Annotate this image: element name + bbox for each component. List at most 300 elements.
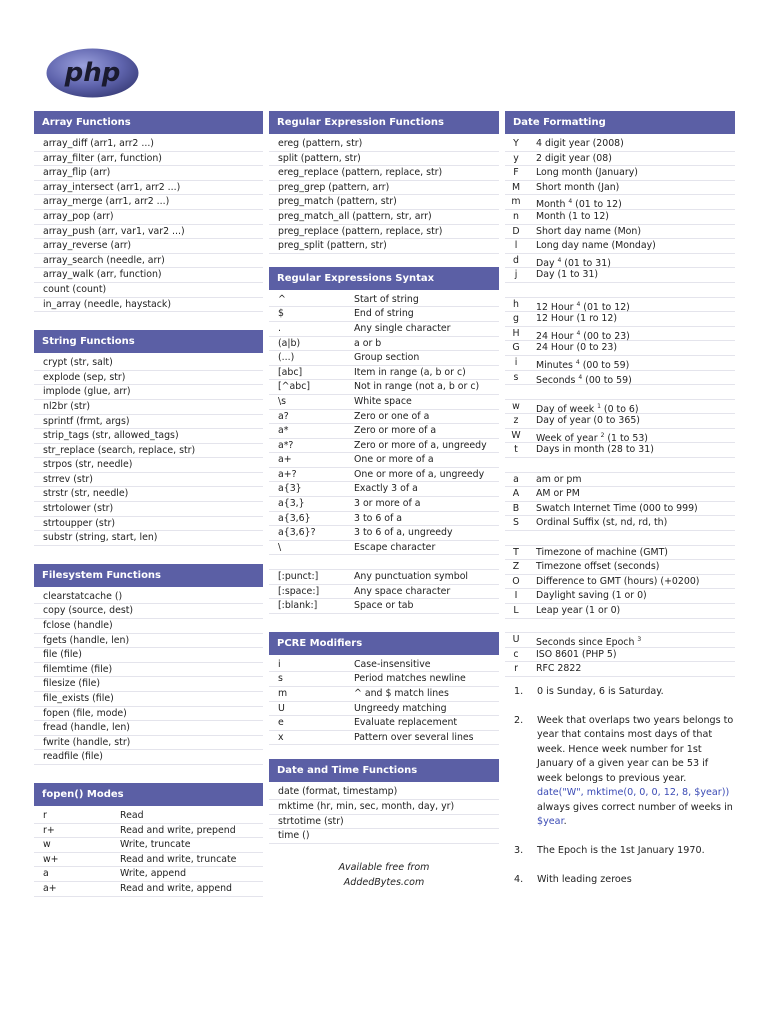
section-title: Date and Time Functions — [269, 759, 499, 782]
format-char: L — [513, 605, 519, 616]
list-item: file_exists (file) — [34, 692, 263, 707]
table-row — [505, 371, 735, 386]
format-description — [527, 225, 641, 239]
description-text: Short day name (Mon) — [536, 225, 642, 237]
description-text: 4 digit year (2008) — [536, 138, 624, 149]
code-snippet: date("W", mktime(0, 0, 0, 12, 8, $year)) — [537, 787, 730, 799]
table-row — [269, 424, 499, 439]
description: Read and write, truncate — [120, 853, 237, 865]
list-item: array_reverse (arr) — [34, 239, 263, 254]
description-text: (01 to 12) — [580, 301, 630, 313]
list-item: array_merge (arr1, arr2 ...) — [34, 195, 263, 210]
section-title: String Functions — [34, 330, 263, 353]
syntax-token: a — [43, 868, 49, 880]
date-formatting-section — [505, 111, 735, 677]
syntax-token: w+ — [43, 853, 59, 865]
format-char: D — [512, 225, 520, 237]
table-row — [269, 658, 499, 673]
footnote — [505, 873, 735, 888]
footnote-body: 0 is Sunday, 6 is Saturday. — [537, 685, 664, 697]
format-description — [527, 429, 648, 443]
footnote — [505, 714, 735, 830]
syntax-token: \s — [278, 395, 287, 407]
description-text: Seconds since Epoch — [536, 637, 638, 649]
footnote-ref: 4 — [576, 329, 581, 337]
list-item: fread (handle, len) — [34, 721, 263, 736]
format-description — [527, 341, 617, 355]
syntax-token: (...) — [278, 352, 295, 364]
description-text: (01 to 12) — [572, 199, 622, 211]
list-item: file (file) — [34, 648, 263, 663]
table-row — [505, 298, 735, 313]
format-char: y — [513, 152, 519, 164]
list-item: filesize (file) — [34, 677, 263, 692]
format-description — [527, 298, 630, 312]
footnote-number: 3. — [514, 845, 524, 857]
footnote-ref: 3 — [637, 636, 642, 644]
syntax-token: ^ — [278, 293, 286, 305]
table-row — [34, 882, 263, 897]
description-text: (00 to 59) — [579, 360, 630, 372]
table-row — [505, 152, 735, 167]
format-char — [505, 385, 527, 399]
format-description — [527, 546, 668, 560]
description: Any space character — [354, 585, 451, 597]
table-row — [269, 453, 499, 468]
description: One or more of a — [354, 454, 434, 466]
footnote-number: 1. — [514, 685, 524, 697]
footnote-ref: 4 — [576, 300, 581, 308]
format-char: a — [513, 473, 519, 485]
list-item: implode (glue, arr) — [34, 385, 263, 400]
list-item: preg_grep (pattern, arr) — [269, 181, 499, 196]
description: Zero or more of a — [354, 425, 437, 437]
format-char: s — [513, 371, 519, 383]
description: Read and write, prepend — [120, 824, 236, 836]
format-char — [505, 619, 527, 633]
list-item: array_walk (arr, function) — [34, 268, 263, 283]
syntax-token: a{3,6}? — [278, 527, 316, 539]
syntax-token: a* — [278, 425, 289, 437]
column-2 — [269, 111, 499, 890]
description: Read and write, append — [120, 882, 232, 894]
format-char: W — [511, 429, 521, 441]
format-description — [527, 327, 630, 341]
list-item: strtotime (str) — [269, 815, 499, 830]
description-text: 24 Hour — [536, 330, 577, 342]
description-text: Swatch Internet Time (000 to 999) — [536, 502, 698, 514]
table-row — [269, 585, 499, 600]
list-item: preg_replace (pattern, replace, str) — [269, 225, 499, 240]
table-row — [34, 867, 263, 882]
syntax-token: $ — [278, 308, 284, 320]
description-text: Short month (Jan) — [536, 181, 620, 193]
list-item: ereg_replace (pattern, replace, str) — [269, 166, 499, 181]
list-item: array_push (arr, var1, var2 ...) — [34, 225, 263, 240]
table-row — [34, 838, 263, 853]
description: Zero or one of a — [354, 410, 430, 422]
footnotes — [505, 685, 735, 888]
description: Evaluate replacement — [354, 717, 458, 729]
array-functions-section — [34, 111, 263, 312]
table-row — [505, 225, 735, 240]
section-title: Regular Expressions Syntax — [269, 267, 499, 290]
description: Exactly 3 of a — [354, 483, 418, 495]
description: End of string — [354, 308, 414, 320]
format-char: T — [513, 546, 519, 558]
footnote — [505, 844, 735, 859]
format-char: A — [512, 488, 520, 500]
description: 3 to 6 of a — [354, 512, 403, 524]
table-row — [269, 555, 499, 570]
table-row — [269, 497, 499, 512]
description-text: Difference to GMT (hours) (+0200) — [536, 575, 700, 587]
footer-line-1: Available free from — [338, 861, 430, 873]
list-item: array_filter (arr, function) — [34, 152, 263, 167]
table-row — [269, 570, 499, 585]
syntax-token: r — [43, 809, 47, 821]
list-item: strip_tags (str, allowed_tags) — [34, 429, 263, 444]
table-row — [269, 526, 499, 541]
table-row — [505, 400, 735, 415]
footnote-body: . — [563, 816, 567, 828]
table-row — [505, 546, 735, 561]
format-char: l — [514, 240, 518, 252]
regex-syntax-section — [269, 267, 499, 614]
description: Read — [120, 809, 144, 821]
section-title: Array Functions — [34, 111, 263, 134]
table-row — [505, 458, 735, 473]
syntax-token: a{3,6} — [278, 512, 311, 524]
table-row — [269, 672, 499, 687]
list-item: split (pattern, str) — [269, 152, 499, 167]
syntax-token: a*? — [278, 439, 294, 451]
format-char: U — [512, 634, 520, 646]
syntax-token: a{3} — [278, 483, 302, 495]
footnote-body: The Epoch is the 1st January 1970. — [537, 845, 705, 857]
format-description — [527, 268, 598, 282]
description: Write, truncate — [120, 839, 191, 851]
syntax-token: m — [278, 688, 288, 699]
section-title: Filesystem Functions — [34, 564, 263, 587]
format-description — [527, 356, 629, 370]
footnote-body: always gives correct number of weeks in — [537, 801, 733, 813]
table-row — [269, 395, 499, 410]
syntax-token: w — [43, 839, 51, 851]
list-item: time () — [269, 829, 499, 844]
footer — [269, 860, 499, 890]
description-text: RFC 2822 — [536, 663, 582, 675]
description-text: 2 digit year (08) — [536, 152, 612, 164]
description-text: (1 to 53) — [604, 433, 648, 444]
syntax-token: a? — [278, 410, 289, 422]
description: White space — [354, 395, 412, 407]
footnote — [505, 685, 735, 700]
table-row — [269, 482, 499, 497]
date-time-functions-section — [269, 759, 499, 843]
syntax-token: x — [278, 731, 284, 743]
footnote-text — [537, 873, 735, 888]
description-text: Long day name (Monday) — [536, 240, 656, 252]
format-description — [527, 181, 619, 195]
table-row — [34, 824, 263, 839]
table-row — [505, 268, 735, 283]
format-char: d — [513, 254, 519, 266]
list-item: clearstatcache () — [34, 590, 263, 605]
table-row — [505, 560, 735, 575]
footer-line-2: AddedBytes.com — [343, 876, 425, 888]
description-text: (0 to 6) — [600, 403, 639, 415]
list-item: sprintf (frmt, args) — [34, 415, 263, 430]
description: Item in range (a, b or c) — [354, 366, 466, 378]
description: Start of string — [354, 293, 419, 305]
description-text: Minutes — [536, 360, 576, 372]
syntax-token: a+ — [278, 454, 292, 466]
table-row — [269, 293, 499, 308]
fopen-modes-section — [34, 783, 263, 897]
format-char: M — [511, 181, 521, 193]
table-row — [505, 604, 735, 619]
list-item: fclose (handle) — [34, 619, 263, 634]
table-row — [505, 531, 735, 546]
format-description — [527, 210, 609, 224]
format-description — [527, 137, 624, 151]
list-item: nl2br (str) — [34, 400, 263, 415]
table-row — [505, 473, 735, 488]
description: Escape character — [354, 541, 436, 553]
list-item: fopen (file, mode) — [34, 707, 263, 722]
list-item: preg_split (pattern, str) — [269, 239, 499, 254]
code-snippet: $year — [537, 816, 564, 828]
table-row — [505, 516, 735, 531]
description-text: 24 Hour (0 to 23) — [536, 342, 618, 354]
table-row — [269, 351, 499, 366]
syntax-token: r+ — [43, 824, 55, 836]
syntax-token: [:blank:] — [278, 600, 318, 612]
description-text: (00 to 23) — [580, 330, 630, 342]
description: One or more of a, ungreedy — [354, 468, 485, 480]
description: 3 to 6 of a, ungreedy — [354, 527, 453, 539]
list-item: strrev (str) — [34, 473, 263, 488]
syntax-token: a+ — [43, 882, 57, 894]
format-description — [527, 487, 580, 501]
format-description — [527, 400, 639, 414]
description: Pattern over several lines — [354, 731, 474, 743]
list-item: array_pop (arr) — [34, 210, 263, 225]
description-text: Leap year (1 or 0) — [536, 605, 621, 616]
table-row — [269, 702, 499, 717]
description-text: am or pm — [536, 473, 582, 485]
description-text: Day (1 to 31) — [536, 269, 599, 281]
format-description — [527, 312, 617, 326]
logo-text: php — [64, 58, 121, 88]
table-row — [505, 575, 735, 590]
table-row — [505, 648, 735, 663]
format-char: t — [514, 444, 518, 456]
list-item: in_array (needle, haystack) — [34, 298, 263, 313]
table-row — [34, 853, 263, 868]
format-char: c — [513, 648, 519, 660]
table-row — [505, 166, 735, 181]
description-text: (01 to 31) — [561, 257, 611, 269]
format-char — [505, 531, 527, 545]
description: 3 or more of a — [354, 498, 421, 510]
list-item: readfile (file) — [34, 750, 263, 765]
format-description — [527, 516, 667, 530]
table-row — [34, 809, 263, 824]
format-char: w — [512, 400, 520, 412]
format-char: I — [514, 590, 518, 602]
php-logo — [46, 48, 139, 98]
table-row — [505, 210, 735, 225]
description: a or b — [354, 337, 382, 349]
syntax-token: i — [278, 658, 281, 670]
description: Any single character — [354, 322, 451, 334]
format-char: G — [512, 342, 520, 354]
description-text: Month — [536, 199, 569, 211]
format-description — [527, 414, 640, 428]
syntax-token: U — [278, 702, 285, 714]
table-row — [505, 327, 735, 342]
footnote-text — [537, 685, 735, 700]
format-char: h — [513, 298, 519, 310]
table-row — [505, 341, 735, 356]
description: Any punctuation symbol — [354, 571, 469, 583]
description-text: (00 to 59) — [582, 374, 632, 386]
list-item: str_replace (search, replace, str) — [34, 444, 263, 459]
format-char: Z — [512, 561, 520, 573]
format-char: Y — [513, 138, 519, 149]
table-row — [269, 541, 499, 556]
footnote-ref: 4 — [557, 256, 562, 264]
list-item: array_diff (arr1, arr2 ...) — [34, 137, 263, 152]
format-description — [527, 152, 612, 166]
list-item: count (count) — [34, 283, 263, 298]
description-text: Daylight saving (1 or 0) — [536, 590, 647, 602]
list-item: filemtime (file) — [34, 663, 263, 678]
table-row — [269, 322, 499, 337]
format-description — [527, 254, 611, 268]
description: Space or tab — [354, 600, 414, 612]
format-description — [527, 575, 699, 589]
footnote-ref: 2 — [600, 431, 605, 439]
table-row — [269, 410, 499, 425]
table-row — [269, 512, 499, 527]
section-title: Date Formatting — [505, 111, 735, 134]
section-title: fopen() Modes — [34, 783, 263, 806]
syntax-token: a+? — [278, 468, 297, 480]
table-row — [505, 414, 735, 429]
format-char: j — [514, 269, 518, 281]
table-row — [505, 502, 735, 517]
pcre-modifiers-section — [269, 632, 499, 746]
footnote-text — [537, 714, 735, 830]
description-text: Seconds — [536, 374, 579, 386]
syntax-token — [278, 555, 354, 569]
format-description — [527, 195, 622, 209]
format-description — [527, 604, 620, 618]
description-text: ISO 8601 (PHP 5) — [536, 648, 617, 660]
list-item: fwrite (handle, str) — [34, 736, 263, 751]
table-row — [505, 385, 735, 400]
description: Period matches newline — [354, 673, 466, 685]
format-description — [527, 589, 647, 603]
format-description — [527, 633, 641, 647]
list-item: strpos (str, needle) — [34, 458, 263, 473]
description: Not in range (not a, b or c) — [354, 381, 480, 393]
table-row — [269, 468, 499, 483]
description-text: Month (1 to 12) — [536, 210, 609, 222]
footnote-ref: 4 — [575, 358, 580, 366]
table-row — [505, 312, 735, 327]
footnote-number: 2. — [514, 714, 524, 726]
description-text: Week of year — [536, 433, 601, 444]
format-description — [527, 283, 536, 297]
list-item: crypt (str, salt) — [34, 356, 263, 371]
table-row — [505, 181, 735, 196]
table-row — [269, 380, 499, 395]
table-row — [269, 307, 499, 322]
table-row — [505, 633, 735, 648]
description-text: Days in month (28 to 31) — [536, 444, 654, 456]
table-row — [269, 687, 499, 702]
column-1 — [34, 111, 263, 897]
table-row — [269, 439, 499, 454]
description: Write, append — [120, 868, 187, 880]
format-description — [527, 619, 536, 633]
table-row — [505, 589, 735, 604]
syntax-token: e — [278, 717, 284, 729]
format-char: i — [514, 356, 518, 368]
description-text: Timezone of machine (GMT) — [536, 546, 668, 558]
list-item: preg_match_all (pattern, str, arr) — [269, 210, 499, 225]
list-item: ereg (pattern, str) — [269, 137, 499, 152]
section-title: Regular Expression Functions — [269, 111, 499, 134]
table-row — [505, 137, 735, 152]
table-row — [505, 254, 735, 269]
list-item: array_flip (arr) — [34, 166, 263, 181]
section-title: PCRE Modifiers — [269, 632, 499, 655]
description-text: Long month (January) — [536, 167, 638, 179]
syntax-token: (a|b) — [278, 337, 301, 349]
description-text: Day of year (0 to 365) — [536, 415, 640, 427]
format-char: n — [513, 210, 519, 222]
list-item: array_intersect (arr1, arr2 ...) — [34, 181, 263, 196]
table-row — [505, 356, 735, 371]
list-item: mktime (hr, min, sec, month, day, yr) — [269, 800, 499, 815]
table-row — [269, 599, 499, 614]
table-row — [505, 662, 735, 677]
format-char: F — [513, 167, 519, 179]
table-row — [269, 337, 499, 352]
format-description — [527, 560, 659, 574]
format-description — [527, 371, 632, 385]
table-row — [269, 731, 499, 746]
filesystem-functions-section — [34, 564, 263, 765]
table-row — [505, 443, 735, 458]
list-item: strstr (str, needle) — [34, 487, 263, 502]
list-item: preg_match (pattern, str) — [269, 195, 499, 210]
syntax-token: [:punct:] — [278, 571, 319, 583]
syntax-token: a{3,} — [278, 498, 305, 510]
column-3 — [505, 111, 735, 902]
format-description — [527, 531, 536, 545]
description-text: AM or PM — [536, 488, 580, 500]
table-row — [505, 487, 735, 502]
format-char: r — [514, 663, 518, 675]
description-text: 12 Hour — [536, 301, 577, 313]
description: Zero or more of a, ungreedy — [354, 439, 487, 451]
